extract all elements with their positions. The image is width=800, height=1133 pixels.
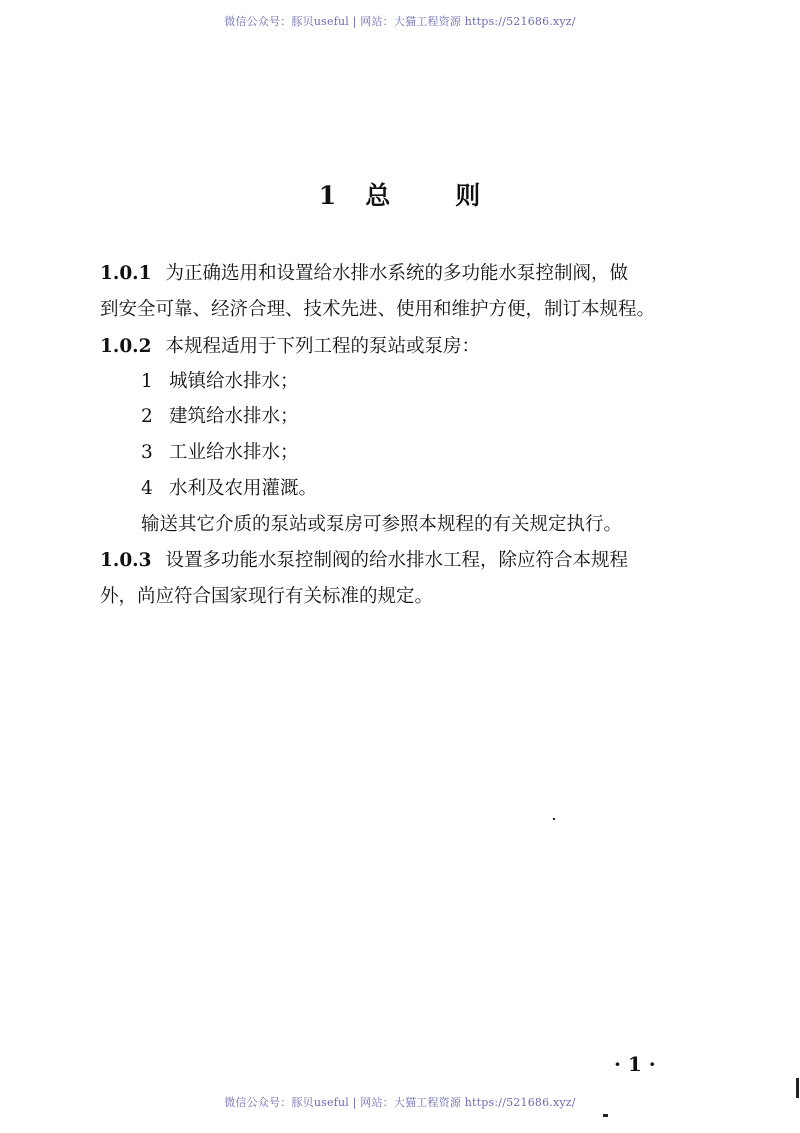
chapter-number: 1	[318, 181, 338, 210]
list-item-number: 1	[141, 371, 153, 392]
chapter-title-char-2: 则	[455, 181, 482, 210]
scan-speck	[603, 1114, 608, 1117]
list-item-text: 水利及农用灌溉。	[169, 478, 318, 499]
clause-number: 1.0.3	[100, 550, 152, 571]
clause-1-0-1	[100, 256, 690, 328]
clause-1-0-2	[100, 329, 690, 365]
page-number: · 1 ·	[614, 1052, 656, 1076]
list-item	[141, 471, 317, 507]
list-item	[141, 435, 299, 471]
clause-line	[100, 543, 690, 579]
scope-note: 输送其它介质的泵站或泵房可参照本规程的有关规定执行。	[141, 514, 623, 535]
watermark-footer: 微信公众号：豚贝useful | 网站：大猫工程资源 https://521686.xyz/	[224, 1096, 576, 1109]
clause-text: 为正确选用和设置给水排水系统的多功能水泵控制阀，做	[165, 263, 629, 284]
clause-text: 本规程适用于下列工程的泵站或泵房：	[165, 336, 481, 357]
list-item	[141, 399, 299, 435]
clause-1-0-3	[100, 543, 690, 615]
clause-line	[100, 256, 690, 292]
list-item-text: 工业给水排水；	[169, 442, 299, 463]
list-item	[141, 364, 299, 400]
chapter-title	[0, 176, 800, 212]
clause-line: 外，尚应符合国家现行有关标准的规定。	[100, 586, 434, 607]
scan-speck	[553, 818, 555, 820]
list-item-number: 4	[141, 478, 153, 499]
clause-line: 到安全可靠、经济合理、技术先进、使用和维护方便，制订本规程。	[100, 299, 656, 320]
clause-text: 设置多功能水泵控制阀的给水排水工程，除应符合本规程	[165, 550, 629, 571]
watermark-header: 微信公众号：豚贝useful | 网站：大猫工程资源 https://521686.xyz/	[224, 15, 576, 28]
clause-number: 1.0.1	[100, 263, 152, 284]
clause-number: 1.0.2	[100, 336, 152, 357]
list-item-text: 城镇给水排水；	[169, 371, 299, 392]
chapter-title-char-1: 总	[365, 181, 392, 210]
clause-line	[100, 329, 690, 365]
list-item-number: 2	[141, 406, 153, 427]
list-item-text: 建筑给水排水；	[169, 406, 299, 427]
list-item-number: 3	[141, 442, 153, 463]
